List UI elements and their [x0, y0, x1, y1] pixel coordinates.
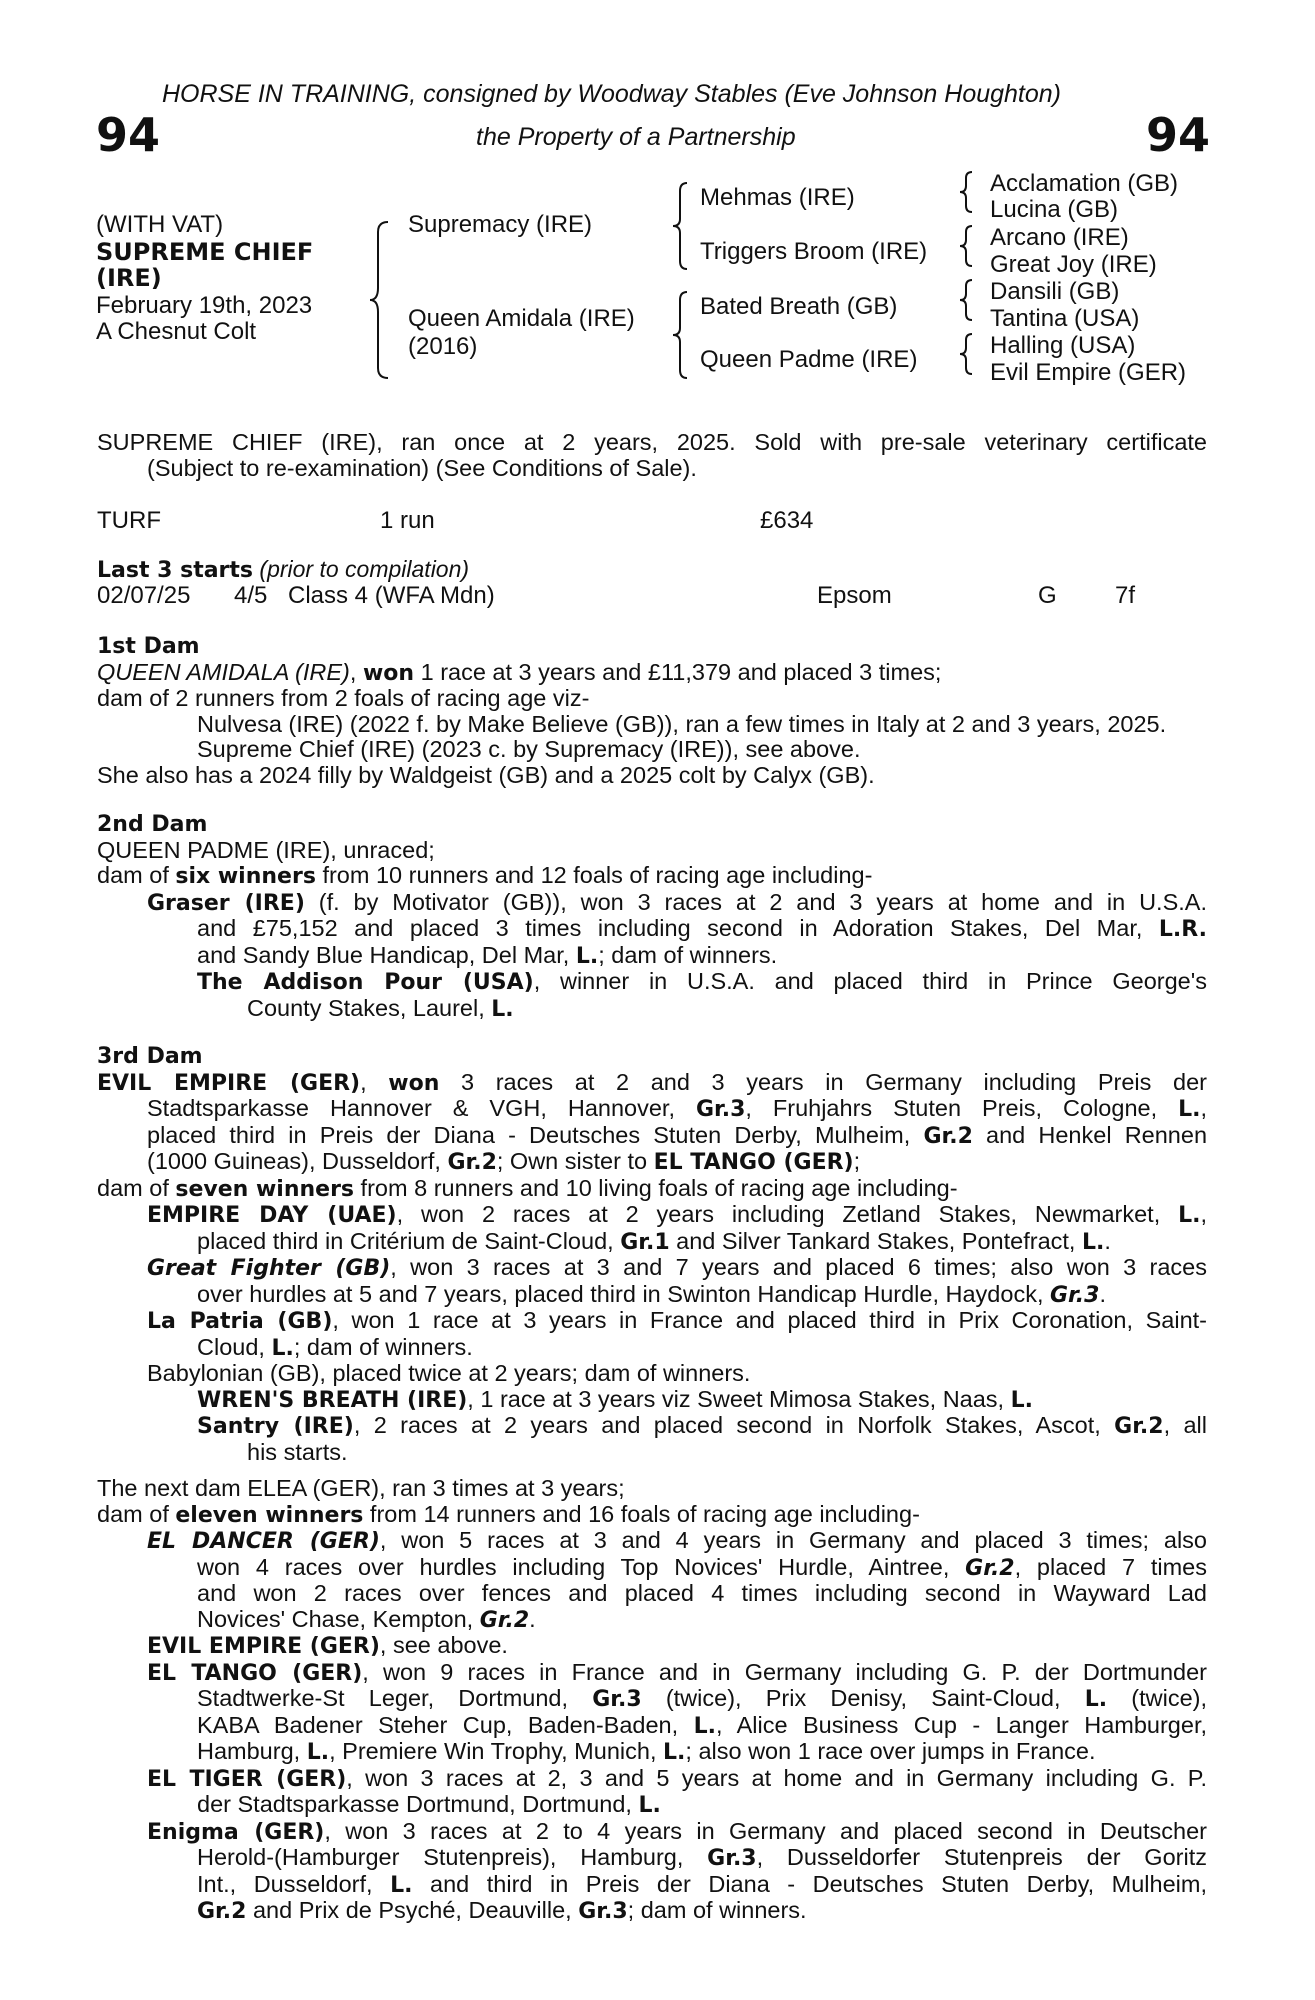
evil-empire: EVIL EMPIRE (GER) [147, 1634, 380, 1659]
listed: L. [1084, 1687, 1108, 1712]
sire: Supremacy (IRE) [408, 211, 593, 238]
first-dam-younger: She also has a 2024 filly by Waldgeist (GB) and a 2025 colt by Calyx (GB). [97, 761, 875, 788]
listed: L. [1178, 1203, 1201, 1228]
listed: L. [390, 1872, 413, 1898]
t: and third in Preis der Diana - Deutsches Stuten Derby, Mulheim, [412, 1870, 1207, 1897]
consignor-line: HORSE IN TRAINING, consigned by Woodway Stables (Eve Johnson Houghton) [162, 80, 1062, 108]
t: ; [853, 1148, 861, 1174]
t: and won 2 races over fences and placed 4 times including second in Wayward Lad [197, 1580, 1207, 1606]
t: , won 3 races at 3 and 7 years and placed 6 times; also won 3 races [390, 1254, 1207, 1280]
first-dam-produce: dam of 2 runners from 2 foals of racing age viz- [97, 685, 590, 711]
t: (1000 Guineas), Dusseldorf, [147, 1148, 448, 1174]
the-addison-pour: The Addison Pour (USA) [197, 970, 534, 995]
six-winners: six winners [175, 864, 316, 889]
ssd: Lucina (GB) [990, 196, 1119, 223]
ddd: Evil Empire (GER) [990, 359, 1187, 386]
won-label: won [388, 1070, 440, 1096]
t: , winner in U.S.A. and placed third in Prince George's [533, 968, 1207, 994]
t: dam of [97, 1174, 176, 1201]
dam-dam: Queen Padme (IRE) [700, 346, 918, 373]
second-dam [97, 812, 1207, 1022]
graser: Graser (IRE) [147, 890, 305, 916]
t: , won 9 races in France and in Germany including G. P. der Dortmunder [362, 1658, 1207, 1685]
t: placed third in Critérium de Saint-Cloud, [197, 1227, 621, 1254]
start-race: Class 4 (WFA Mdn) [288, 582, 495, 609]
grade: Gr.2 [1114, 1414, 1164, 1439]
t: and Silver Tankard Stakes, Pontefract, [669, 1227, 1082, 1254]
produce-nulvesa: Nulvesa (IRE) (2022 f. by Make Believe (GB)), ran a few times in Italy at 2 and 3 years, 2025. [197, 710, 1167, 737]
t: Herold-(Hamburger Stutenpreis), Hamburg, [197, 1844, 708, 1870]
record-earnings: £634 [760, 507, 814, 534]
t: Novices' Chase, Kempton, [197, 1605, 480, 1632]
t: ; dam of winners. [598, 941, 778, 968]
horse-name-suffix: (IRE) [96, 264, 162, 292]
produce-supreme-chief: Supreme Chief (IRE) (2023 c. by Supremacy (IRE)), see above. [197, 736, 861, 762]
first-dam: 1st Dam QUEEN AMIDALA (IRE), won 1 race at 3 years and £11,379 and placed 3 times; dam of 2 runners from 2 foals of racing age viz- Nulvesa (IRE) (2022 f. by Make Believe (GB)), ran a few times in Italy at 2 and 3 years, 2025. Supreme Chief (IRE) (2023 c. by Supremacy (IRE)), see above. She also has a 2024 filly by Waldgeist (GB) and a 2025 colt by Calyx (GB). [97, 634, 1207, 788]
t: dam of [97, 1500, 176, 1527]
t: Hamburg, [197, 1738, 307, 1764]
t: won 4 races over hurdles including Top Novices' Hurdle, Aintree, [197, 1553, 966, 1580]
summary [97, 430, 1207, 481]
t: from 10 runners and 12 foals of racing age including- [315, 862, 873, 888]
second-dam-name: QUEEN PADME (IRE), unraced; [97, 836, 435, 863]
t: Int., Dusseldorf, [197, 1870, 391, 1897]
t: , won 5 races at 3 and 4 years in Germany and placed 3 times; also [379, 1527, 1207, 1553]
grade: Gr.3 [578, 1899, 628, 1924]
grade: Gr.2 [965, 1555, 1015, 1581]
sdd: Great Joy (IRE) [990, 251, 1157, 278]
el-tango: EL TANGO (GER) [147, 1660, 363, 1686]
el-tango: EL TANGO (GER) [653, 1150, 854, 1175]
dds: Halling (USA) [990, 332, 1136, 359]
t: , Fruhjahrs Stuten Preis, Cologne, [745, 1095, 1179, 1121]
start-date: 02/07/25 [97, 582, 191, 609]
t: der Stadtsparkasse Dortmund, Dortmund, [197, 1791, 639, 1817]
evil-empire: EVIL EMPIRE (GER) [97, 1070, 361, 1096]
t: , all [1163, 1412, 1208, 1438]
t: from 8 runners and 10 living foals of racing age including- [354, 1174, 958, 1201]
grade: Gr.3 [592, 1687, 642, 1712]
t: (twice), Prix Denisy, Saint-Cloud, [641, 1685, 1085, 1711]
grade: Gr.2 [479, 1607, 530, 1633]
t: and Henkel Rennen [972, 1121, 1208, 1148]
eleven-winners: eleven winners [175, 1502, 364, 1528]
second-dam-heading: 2nd Dam [97, 812, 208, 837]
record-surface: TURF [97, 507, 161, 534]
t: over hurdles at 5 and 7 years, placed third in Swinton Handicap Hurdle, Haydock, [197, 1280, 1050, 1307]
t: his starts. [247, 1438, 348, 1465]
t: . [1099, 1280, 1106, 1307]
listed: L. [638, 1793, 661, 1818]
la-patria: La Patria (GB) [147, 1309, 333, 1334]
t: Cloud, [197, 1333, 272, 1360]
start-position: 4/5 [234, 582, 268, 609]
t: , [1200, 1095, 1207, 1121]
el-tiger: EL TIGER (GER) [147, 1766, 347, 1792]
pedigree-brace-sd [960, 226, 980, 266]
listed-restricted: L.R. [1158, 917, 1207, 942]
t: (f. by Motivator (GB)), won 3 races at 2 and 3 years at home and in U.S.A. [304, 888, 1207, 915]
listed: L. [663, 1740, 686, 1765]
grade: Gr.1 [620, 1229, 670, 1255]
t: , [360, 1068, 367, 1095]
first-dam-record: 1 race at 3 years and £11,379 and placed 3 times; [414, 658, 942, 685]
listed: L. [1178, 1097, 1201, 1122]
next-dam [97, 1476, 1207, 1925]
t: from 14 runners and 16 foals of racing age including- [363, 1500, 920, 1527]
dss: Dansili (GB) [990, 278, 1120, 305]
t: and £75,152 and placed 3 times including second in Adoration Stakes, Del Mar, [197, 915, 1159, 941]
t: (twice), [1107, 1685, 1208, 1711]
t: ; Own sister to [496, 1148, 654, 1174]
listed: L. [271, 1335, 294, 1361]
first-dam-name: QUEEN AMIDALA (IRE) [97, 658, 350, 685]
santry: Santry (IRE) [197, 1414, 354, 1439]
start-course: Epsom [817, 582, 892, 609]
t: . [529, 1605, 536, 1632]
pedigree-brace-sire [673, 183, 693, 269]
t: and Sandy Blue Handicap, Del Mar, [197, 941, 576, 968]
sss: Acclamation (GB) [990, 170, 1179, 197]
horse-name: SUPREME CHIEF [96, 238, 314, 266]
pedigree-brace-main [370, 222, 400, 378]
third-dam-heading: 3rd Dam [97, 1044, 203, 1069]
t: , Dusseldorfer Stutenpreis der Goritz [756, 1844, 1207, 1870]
last-starts-heading [97, 556, 469, 583]
record-runs: 1 run [380, 507, 435, 534]
t: , Alice Business Cup - Langer Hamburger, [715, 1711, 1207, 1738]
horse-description: A Chesnut Colt [96, 318, 257, 345]
grade: Gr.3 [707, 1846, 757, 1871]
grade: Gr.2 [923, 1123, 973, 1149]
lot-number-left: 94 [96, 108, 161, 162]
t: , Premiere Win Trophy, Munich, [329, 1738, 663, 1764]
grade: Gr.3 [1050, 1282, 1100, 1308]
seven-winners: seven winners [175, 1176, 355, 1202]
lot-number-right: 94 [1146, 108, 1211, 162]
t: , 2 races at 2 years and placed second in Norfolk Stakes, Ascot, [353, 1412, 1115, 1438]
enigma: Enigma (GER) [147, 1819, 325, 1845]
t: , won 1 race at 3 years in France and placed third in Prix Coronation, Saint- [332, 1307, 1207, 1333]
sire-dam: Triggers Broom (IRE) [700, 238, 928, 265]
t: placed third in Preis der Diana - Deutsches Stuten Derby, Mulheim, [147, 1121, 924, 1148]
grade: Gr.2 [447, 1150, 497, 1175]
t: Stadtsparkasse Hannover & VGH, Hannover, [147, 1095, 696, 1121]
sds: Arcano (IRE) [990, 224, 1129, 251]
t: ; dam of winners. [627, 1897, 807, 1923]
t: , won 2 races at 2 years including Zetland Stakes, Newmarket, [396, 1201, 1179, 1227]
vat-note: (WITH VAT) [96, 211, 224, 238]
t: , 1 race at 3 years viz Sweet Mimosa Stakes, Naas, [467, 1385, 1011, 1412]
t: , placed 7 times [1014, 1553, 1207, 1580]
t: 3 races at 2 and 3 years in Germany including Preis der [439, 1068, 1207, 1095]
last-starts-note: (prior to compilation) [259, 556, 470, 582]
great-fighter: Great Fighter (GB) [147, 1256, 391, 1281]
last-starts-title: Last 3 starts [97, 558, 254, 583]
t: , won 3 races at 2, 3 and 5 years at home and in Germany including G. P. [346, 1764, 1207, 1791]
start-going: G [1038, 582, 1057, 609]
listed: L. [306, 1740, 330, 1765]
start-distance: 7f [1115, 582, 1136, 609]
summary-line-2: (Subject to re-examination) (See Conditions of Sale). [147, 454, 697, 481]
won-label: won [362, 660, 415, 686]
dam: Queen Amidala (IRE) [408, 305, 635, 332]
empire-day: EMPIRE DAY (UAE) [147, 1203, 397, 1228]
first-dam-heading: 1st Dam [97, 634, 200, 659]
t: , won 3 races at 2 to 4 years in Germany and placed second in Deutscher [324, 1817, 1207, 1844]
listed: L. [491, 996, 514, 1022]
property-line: the Property of a Partnership [476, 123, 796, 151]
listed: L. [693, 1713, 716, 1739]
listed: L. [1081, 1229, 1105, 1255]
babylonian: Babylonian (GB), placed twice at 2 years; dam of winners. [147, 1360, 751, 1386]
listed: L. [1010, 1387, 1034, 1413]
dam-year: (2016) [408, 333, 478, 360]
t: , see above. [379, 1632, 508, 1658]
dam-sire: Bated Breath (GB) [700, 293, 898, 320]
pedigree-brace-ss [960, 172, 980, 212]
grade: Gr.2 [197, 1899, 247, 1924]
third-dam [97, 1044, 1207, 1465]
t: dam of [97, 862, 176, 888]
dsd: Tantina (USA) [990, 305, 1140, 332]
el-dancer: EL DANCER (GER) [147, 1529, 380, 1554]
t: ; also won 1 race over jumps in France. [685, 1738, 1096, 1764]
t: and Prix de Psyché, Deauville, [246, 1897, 579, 1923]
sire-sire: Mehmas (IRE) [700, 184, 855, 211]
t: KABA Badener Steher Cup, Baden-Baden, [197, 1711, 694, 1738]
listed: L. [575, 943, 599, 969]
pedigree-brace-dd [960, 334, 980, 374]
t: County Stakes, Laurel, [247, 994, 492, 1021]
summary-line-1: SUPREME CHIEF (IRE), ran once at 2 years, 2025. Sold with pre-sale veterinary certificate [97, 429, 1207, 455]
wrens-breath: WREN'S BREATH (IRE) [197, 1387, 468, 1413]
next-dam-name: The next dam ELEA (GER), ran 3 times at 3 years; [97, 1475, 625, 1501]
date-of-birth: February 19th, 2023 [96, 292, 313, 319]
t: ; dam of winners. [293, 1333, 473, 1360]
pedigree-brace-dam [673, 292, 693, 378]
grade: Gr.3 [695, 1097, 746, 1122]
pedigree-brace-ds [960, 280, 980, 320]
t: . [1104, 1227, 1111, 1254]
t: , [1200, 1201, 1207, 1227]
t: Stadtwerke-St Leger, Dortmund, [197, 1685, 593, 1711]
